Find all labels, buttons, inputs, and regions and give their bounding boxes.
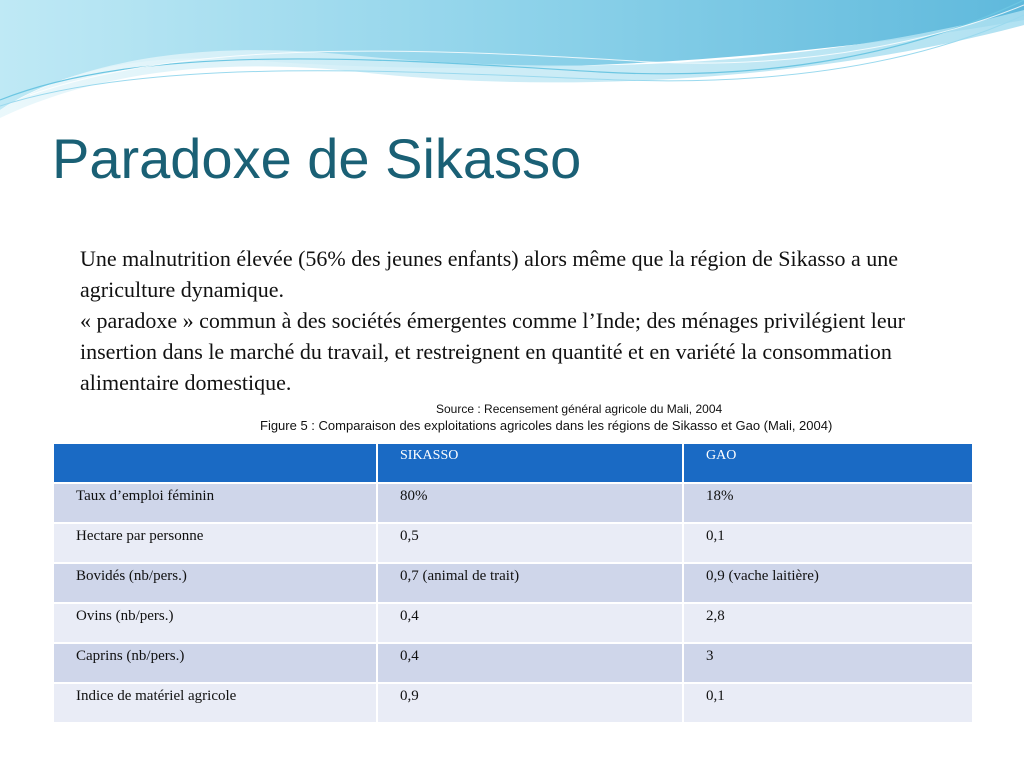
table-row [53, 483, 973, 523]
gao-value: 0,9 (vache laitière) [683, 563, 973, 603]
sikasso-value: 0,4 [377, 603, 683, 643]
table-row [53, 603, 973, 643]
table-header-row [53, 443, 973, 483]
gao-value: 0,1 [683, 683, 973, 723]
paragraph-malnutrition: Une malnutrition élevée (56% des jeunes enfants) alors même que la région de Sikasso a une agriculture dynamique. [80, 246, 899, 302]
sikasso-value: 0,4 [377, 643, 683, 683]
header-cell-sikasso: SIKASSO [377, 443, 683, 483]
table-row [53, 563, 973, 603]
gao-value: 2,8 [683, 603, 973, 643]
table-row [53, 683, 973, 723]
row-label: Bovidés (nb/pers.) [53, 563, 377, 603]
gao-value: 18% [683, 483, 973, 523]
source-note: Source : Recensement général agricole du Mali, 2004 [436, 402, 723, 416]
row-label: Indice de matériel agricole [53, 683, 377, 723]
paragraph-paradoxe: « paradoxe » commun à des sociétés émergentes comme l’Inde; des ménages privilégient leur insertion dans le marché du travail, et restreignent en quantité et en variété la consommation alimentaire domestique. [80, 308, 905, 395]
slide-title: Paradoxe de Sikasso [52, 127, 582, 190]
row-label: Taux d’emploi féminin [53, 483, 377, 523]
row-label: Caprins (nb/pers.) [53, 643, 377, 683]
row-label: Ovins (nb/pers.) [53, 603, 377, 643]
body-text [80, 243, 960, 398]
row-label: Hectare par personne [53, 523, 377, 563]
gao-value: 3 [683, 643, 973, 683]
comparison-table [52, 442, 974, 724]
header-cell-gao: GAO [683, 443, 973, 483]
sikasso-value: 0,7 (animal de trait) [377, 563, 683, 603]
sikasso-value: 0,5 [377, 523, 683, 563]
figure-caption: Figure 5 : Comparaison des exploitations agricoles dans les régions de Sikasso et Gao (Mali, 2004) [260, 418, 833, 433]
gao-value: 0,1 [683, 523, 973, 563]
header-cell-empty [53, 443, 377, 483]
sikasso-value: 80% [377, 483, 683, 523]
sikasso-value: 0,9 [377, 683, 683, 723]
table-row [53, 523, 973, 563]
decorative-wave-banner [0, 0, 1024, 120]
table-row [53, 643, 973, 683]
